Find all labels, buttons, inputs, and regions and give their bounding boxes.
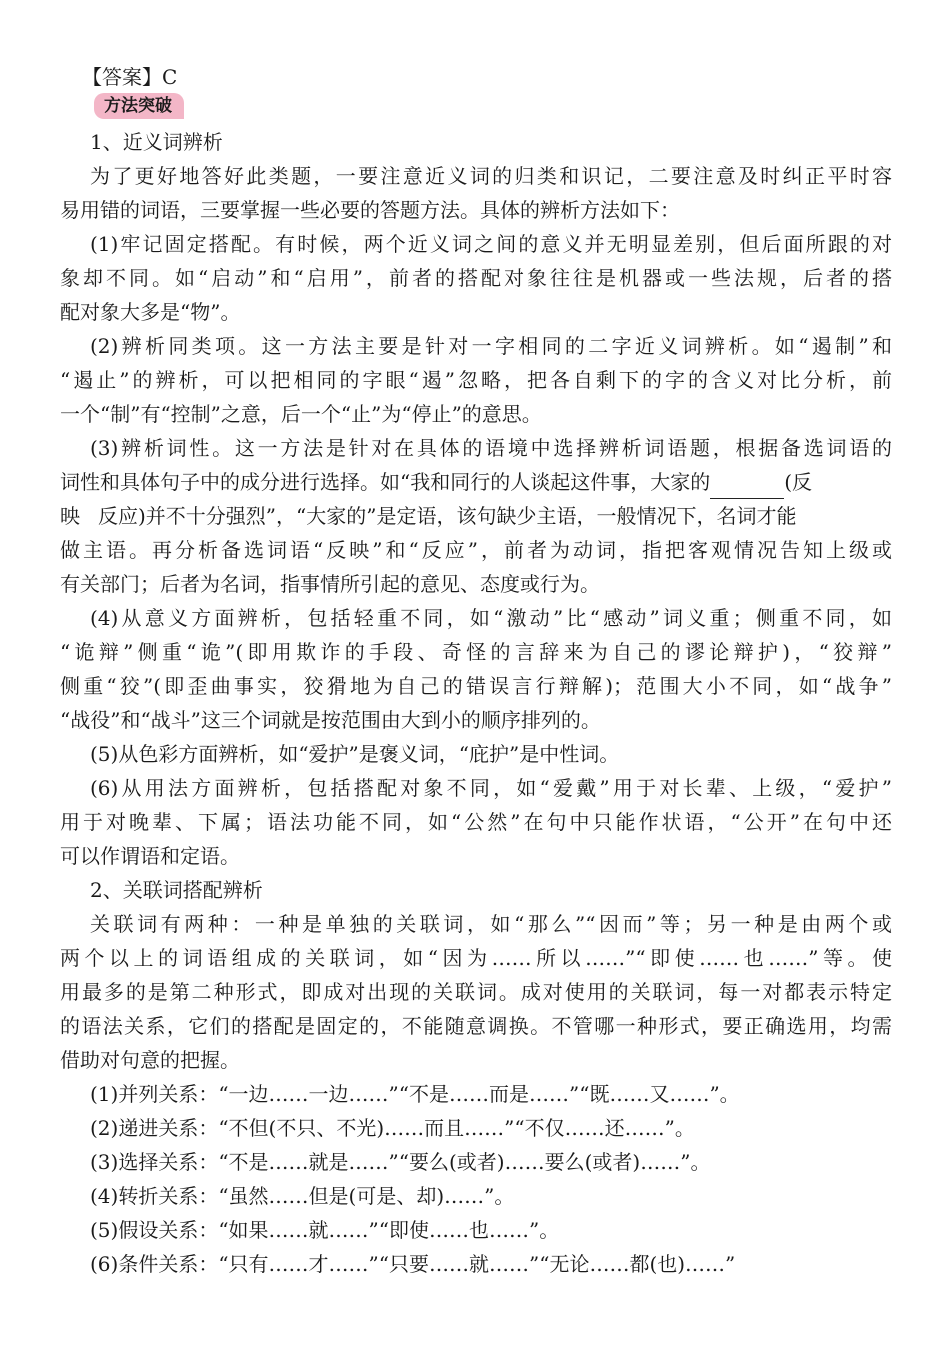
sec1-p1-line: 配对象大多是“物”。 bbox=[60, 300, 241, 324]
document-page bbox=[60, 62, 892, 1281]
sec2-intro-line: 的语法关系，它们的搭配是固定的，不能随意调换。不管哪一种形式，要正确选用，均需 bbox=[60, 1014, 892, 1038]
sec1-p3-line: 有关部门；后者为名词，指事情所引起的意见、态度或行为。 bbox=[60, 572, 600, 596]
sec1-p3-text: (反 bbox=[784, 470, 813, 494]
relation-item: (2)递进关系：“不但(不只、不光)……而且……”“不仅……还……”。 bbox=[90, 1116, 695, 1140]
sec1-p4-line: (4)从意义方面辨析，包括轻重不同，如“激动”比“感动”词义重；侧重不同，如 bbox=[90, 606, 892, 630]
sec1-p1-line: (1)牢记固定搭配。有时候，两个近义词之间的意义并无明显差别，但后面所跟的对 bbox=[90, 232, 892, 256]
section2-title: 2、关联词搭配辨析 bbox=[90, 878, 263, 902]
relation-item: (4)转折关系：“虽然……但是(可是、却)……”。 bbox=[90, 1184, 515, 1208]
sec1-p6-line: 可以作谓语和定语。 bbox=[60, 844, 240, 868]
relation-item: (3)选择关系：“不是……就是……”“要么(或者)……要么(或者)……”。 bbox=[90, 1150, 711, 1174]
sec2-intro-line: 两个以上的词语组成的关联词，如“因为……所以……”“即使……也……”等。使 bbox=[60, 946, 892, 970]
relation-item: (1)并列关系：“一边……一边……”“不是……而是……”“既……又……”。 bbox=[90, 1082, 740, 1106]
sec1-p3-option: 映 bbox=[60, 504, 80, 528]
sec1-p4-line: “战役”和“战斗”这三个词就是按范围由大到小的顺序排列的。 bbox=[60, 708, 601, 732]
sec1-p3-text: 词性和具体句子中的成分进行选择。如“我和同行的人谈起这件事，大家的 bbox=[60, 470, 711, 494]
sec1-p2-line: “遏止”的辨析，可以把相同的字眼“遏”忽略，把各自剩下的字的含义对比分析，前 bbox=[60, 368, 892, 392]
answer-blank bbox=[710, 476, 784, 499]
relation-item: (5)假设关系：“如果……就……”“即使……也……”。 bbox=[90, 1218, 560, 1242]
method-badge: 方法突破 bbox=[94, 93, 184, 119]
sec1-p4-line: 侧重“狡”(即歪曲事实，狡猾地为自己的错误言行辩解)；范围大小不同，如“战争” bbox=[60, 674, 892, 698]
sec2-intro-line: 关联词有两种：一种是单独的关联词，如“那么”“因而”等；另一种是由两个或 bbox=[90, 912, 892, 936]
sec1-p3-text: 反应)并不十分强烈”，“大家的”是定语，该句缺少主语，一般情况下，名词才能 bbox=[98, 504, 797, 528]
sec1-p6-line: (6)从用法方面辨析，包括搭配对象不同，如“爱戴”用于对长辈、上级，“爱护” bbox=[90, 776, 892, 800]
sec2-intro-line: 借助对句意的把握。 bbox=[60, 1048, 240, 1072]
sec1-p6-line: 用于对晚辈、下属；语法功能不同，如“公然”在句中只能作状语，“公开”在句中还 bbox=[60, 810, 892, 834]
sec1-intro-line: 易用错的词语，三要掌握一些必要的答题方法。具体的辨析方法如下： bbox=[60, 198, 680, 222]
sec1-p2-line: 一个“制”有“控制”之意，后一个“止”为“停止”的意思。 bbox=[60, 402, 542, 426]
sec1-p1-line: 象却不同。如“启动”和“启用”，前者的搭配对象往往是机器或一些法规，后者的搭 bbox=[60, 266, 892, 290]
sec1-p3-line: (3)辨析词性。这一方法是针对在具体的语境中选择辨析词语题，根据备选词语的 bbox=[90, 436, 892, 460]
sec1-intro-line: 为了更好地答好此类题，一要注意近义词的归类和识记，二要注意及时纠正平时容 bbox=[90, 164, 892, 188]
relation-item: (6)条件关系：“只有……才……”“只要……就……”“无论……都(也)……” bbox=[90, 1252, 736, 1276]
sec1-p2-line: (2)辨析同类项。这一方法主要是针对一字相同的二字近义词辨析。如“遏制”和 bbox=[90, 334, 892, 358]
sec2-intro-line: 用最多的是第二种形式，即成对出现的关联词。成对使用的关联词，每一对都表示特定 bbox=[60, 980, 892, 1004]
sec1-p3-line-with-blank bbox=[60, 465, 892, 499]
sec1-p4-line: “诡辩”侧重“诡”(即用欺诈的手段、奇怪的言辞来为自己的谬论辩护)，“狡辩” bbox=[60, 640, 892, 664]
sec1-p5-line: (5)从色彩方面辨析，如“爱护”是褒义词，“庇护”是中性词。 bbox=[90, 742, 620, 766]
method-badge-row bbox=[60, 92, 892, 125]
sec1-p3-line bbox=[60, 499, 892, 533]
sec1-p3-line: 做主语。再分析备选词语“反映”和“反应”，前者为动词，指把客观情况告知上级或 bbox=[60, 538, 892, 562]
answer-line: 【答案】C bbox=[82, 65, 178, 89]
section1-title: 1、近义词辨析 bbox=[90, 130, 223, 154]
